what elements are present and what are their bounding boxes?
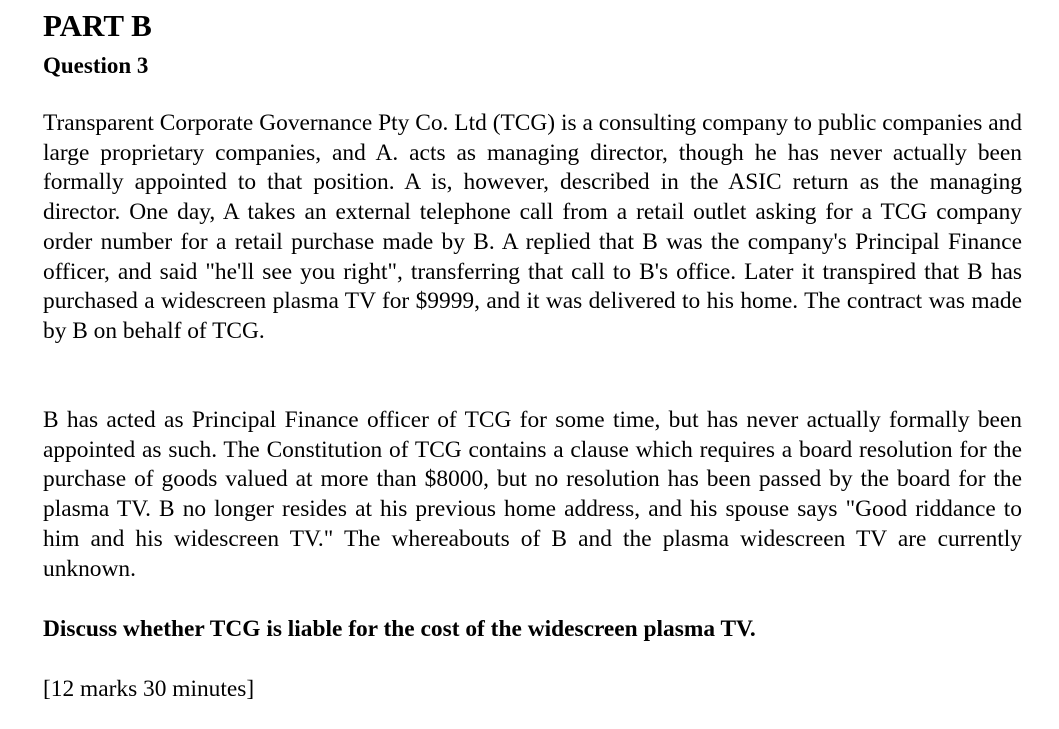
question-title: Question 3 (43, 53, 149, 78)
scenario-paragraph-1: Transparent Corporate Governance Pty Co. Ltd (TCG) is a consulting company to public companies and large proprietary companies, and A. acts as managing director, though he has never actually been formally appointed to that position. A is, however, described in the ASIC return as the managing director. One day, A takes an external telephone call from a retail outlet asking for a TCG company order number for a retail purchase made by B. A replied that B was the company's Principal Finance officer, and said "he'll see you right", transferring that call to B's office. Later it transpired that B has purchased a widescreen plasma TV for $9999, and it was delivered to his home. The contract was made by B on behalf of TCG. (43, 110, 1022, 344)
task-instruction: Discuss whether TCG is liable for the cost of the widescreen plasma TV. (43, 616, 756, 642)
part-title: PART B (43, 8, 152, 43)
marks-allocation: [12 marks 30 minutes] (43, 676, 255, 702)
scenario-paragraph-2: B has acted as Principal Finance officer of TCG for some time, but has never actually formally been appointed as such. The Constitution of TCG contains a clause which requires a board resolution for the purchase of goods valued at more than $8000, but no resolution has been passed by the board for the plasma TV. B no longer resides at his previous home address, and his spouse says "Good riddance to him and his widescreen TV." The whereabouts of B and the plasma widescreen TV are currently unknown. (43, 407, 1022, 582)
